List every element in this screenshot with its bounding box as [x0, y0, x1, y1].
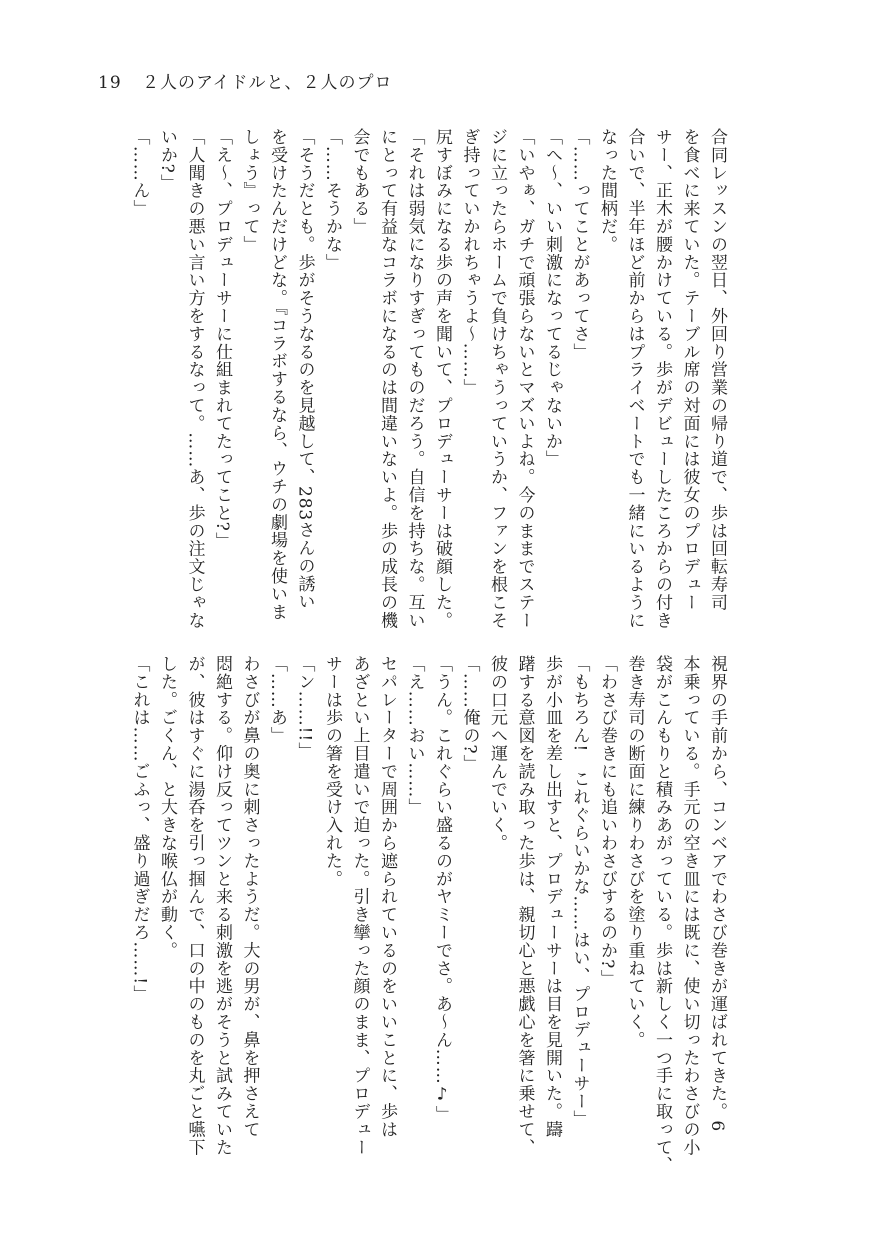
text-line: 「……ってことがあってさ」 [569, 128, 590, 361]
text-line: 「そうだとも。歩がそうなるのを見越して、283さんの誘い [294, 128, 315, 611]
text-line: 「……ん」 [129, 128, 150, 218]
text-line: 「え……おい……」 [404, 655, 425, 817]
text-line: サー、正木が腰かけている。歩がデビューしたころからの付き [652, 128, 672, 630]
text-line: 「ン……!!」 [294, 655, 315, 760]
text-line: なった間柄だ。 [597, 128, 617, 254]
text-line: しょう』って」 [239, 128, 260, 254]
text-line: 「……俺の?」 [459, 655, 480, 773]
text-line: 躇する意図を読み取った歩は、親切心と悪戯心を箸に乗せて、 [514, 655, 535, 1157]
text-line: 袋がこんもりと積みあがっている。歩は新しく一つ手に取って、 [652, 655, 672, 1175]
text-line: 悶絶する。仰け反ってツンと来る刺激を逃がそうと試みていた [212, 655, 232, 1157]
text-line: 「これは……ごふっ、盛り過ぎだろ……!」 [129, 655, 150, 1003]
text-line: サーは歩の箸を受け入れた。 [322, 655, 342, 888]
text-line: 彼の口元へ運んでいく。 [487, 655, 507, 852]
text-line: 「……あ」 [267, 655, 287, 745]
text-line: が、彼はすぐに湯呑を引っ掴んで、口の中のものを丸ごと嚥下 [184, 655, 205, 1157]
text-line: 「人聞きの悪い言い方をするなって。……あ、歩の注文じゃな [184, 128, 205, 630]
text-line: 合いで、半年ほど前からはプライベートでも一緒にいるように [624, 128, 645, 630]
text-line: ジに立ったらホームで負けちゃうっていうか、ファンを根こそ [487, 128, 507, 630]
text-line: 視界の手前から、コンベアでわさび巻きが運ばれてきた。6 [707, 655, 727, 1133]
text-line: 本乗っている。手元の空き皿には既に、使い切ったわさびの小 [679, 655, 700, 1157]
text-line: 合同レッスンの翌日、外回り営業の帰り道で、歩は回転寿司 [707, 128, 727, 612]
text-line: 「いやぁ、ガチで頑張らないとマズいよね。今のままでステー [514, 128, 535, 630]
lower-text-block [125, 655, 730, 1175]
text-line: にとって有益なコラボになるのは間違いないよ。歩の成長の機 [377, 128, 397, 630]
text-line: を食べに来ていた。テーブル席の対面には彼女のプロデュー [679, 128, 700, 612]
text-line: わさびが鼻の奥に刺さったようだ。大の男が、鼻を押さえて [239, 655, 260, 1139]
text-line: 「……そうかな」 [322, 128, 342, 272]
text-line: 会でもある」 [349, 128, 370, 236]
page-number: 19 [98, 73, 122, 93]
text-line: 歩が小皿を差し出すと、プロデューサーは目を見開いた。躊 [542, 655, 562, 1139]
text-line: ぎ持っていかれちゃうよ～……」 [459, 128, 480, 397]
text-line: 「うん。これぐらい盛るのがヤミーでさ。あ～ん……♪」 [432, 655, 452, 1124]
text-line: いか?」 [157, 128, 177, 192]
text-line: した。ごくん、と大きな喉仏が動く。 [157, 655, 177, 960]
running-header [98, 68, 393, 93]
text-line: を受けたんだけどな。『コラボするなら、ウチの劇場を使いま [267, 128, 287, 621]
upper-text-block [125, 128, 730, 628]
text-line: 「へ～、いい刺激になってるじゃないか」 [542, 128, 562, 469]
text-line: 巻き寿司の断面に練りわさびを塗り重ねていく。 [624, 655, 645, 1049]
text-line: 尻すぼみになる歩の声を聞いて、プロデューサーは破顔した。 [432, 128, 452, 630]
text-line: あざとい上目遣いで迫った。引き攣った顔のまま、プロデュー [349, 655, 370, 1157]
text-line: 「それは弱気になりすぎってものだろう。自信を持ちな。互い [404, 128, 425, 630]
chapter-title: ２人のアイドルと、２人のプロ [142, 73, 393, 93]
text-line: 「もちろん! これぐらいかな……はい、プロデューサー」 [569, 655, 590, 1129]
text-line: セパレーターで周囲から遮られているのをいいことに、歩は [377, 655, 397, 1139]
text-line: 「え～、プロデューサーに仕組まれてたってこと?」 [212, 128, 232, 550]
text-line: 「わさび巻きにも追いわさびするのか?」 [597, 655, 617, 988]
